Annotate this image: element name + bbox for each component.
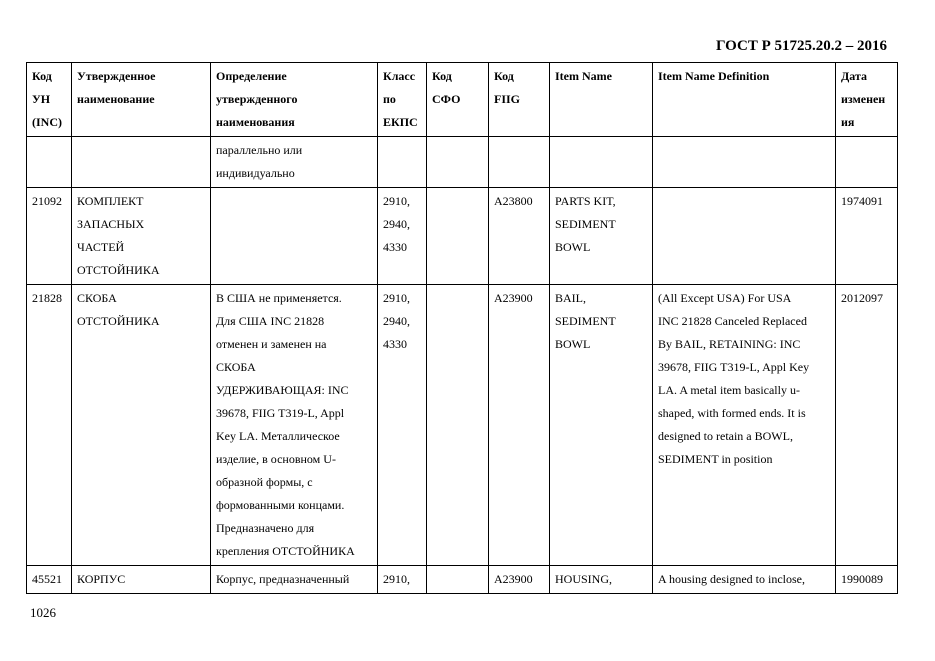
cell-fiig [489,285,550,566]
cell-text-line: СКОБА [216,360,256,374]
cell-name_ru [72,188,211,285]
cell-text-line: В США не применяется. [216,291,342,305]
column-header-fiig [489,63,550,137]
cell-name_ru [72,285,211,566]
cell-class [378,285,427,566]
cell-fiig [489,566,550,594]
column-header-name_ru [72,63,211,137]
table-body [27,137,898,594]
cell-text-line: 2940, [383,314,410,328]
cell-fiig [489,137,550,188]
column-header-line: Класс [383,69,416,83]
cell-name_en [550,566,653,594]
cell-def_ru [211,188,378,285]
cell-text-line: формованными концами. [216,498,345,512]
column-header-line: Item Name [555,69,612,83]
column-header-line: утвержденного [216,92,298,106]
cell-def_en [653,566,836,594]
cell-text-line: 2910, [383,291,410,305]
column-header-date [836,63,898,137]
table-header-row [27,63,898,137]
column-header-class [378,63,427,137]
column-header-name_en [550,63,653,137]
cell-text-line: designed to retain a BOWL, [658,429,793,443]
nomenclature-table [26,62,898,594]
cell-text-line: 4330 [383,240,407,254]
cell-text-line: (All Except USA) For USA [658,291,792,305]
cell-text-line: 21092 [32,194,62,208]
cell-text-line: A23900 [494,291,533,305]
column-header-line: наименования [216,115,295,129]
cell-text-line: shaped, with formed ends. It is [658,406,806,420]
page-number: 1026 [30,605,56,620]
cell-text-line: УДЕРЖИВАЮЩАЯ: INC [216,383,349,397]
cell-text-line: BOWL [555,337,591,351]
cell-text-line: Для США INC 21828 [216,314,325,328]
column-header-line: Код [32,69,52,83]
column-header-line: ЕКПС [383,115,418,129]
column-header-line: FIIG [494,92,521,106]
cell-text-line: 2910, [383,194,410,208]
column-header-def_en [653,63,836,137]
column-header-line: Item Name Definition [658,69,770,83]
cell-def_ru [211,285,378,566]
cell-fiig [489,188,550,285]
cell-text-line: Предназначено для [216,521,315,535]
cell-text-line: 39678, FIIG T319-L, Appl Key [658,360,810,374]
cell-class [378,188,427,285]
cell-inc [27,566,72,594]
column-header-line: Дата [841,69,867,83]
cell-inc [27,188,72,285]
cell-text-line: 2940, [383,217,410,231]
column-header-inc [27,63,72,137]
cell-date [836,285,898,566]
column-header-def_ru [211,63,378,137]
cell-text-line: ЗАПАСНЫХ [77,217,145,231]
cell-text-line: Key LA. Металлическое [216,429,340,443]
cell-name_en [550,188,653,285]
cell-text-line: SEDIMENT [555,217,616,231]
column-header-line: по [383,92,396,106]
cell-text-line: 2012097 [841,291,883,305]
cell-sfo [427,137,489,188]
cell-name_ru [72,566,211,594]
table-row [27,188,898,285]
cell-class [378,137,427,188]
cell-text-line: 1990089 [841,572,883,586]
cell-inc [27,137,72,188]
cell-date [836,188,898,285]
column-header-line: Утвержденное [77,69,156,83]
column-header-line: Определение [216,69,287,83]
cell-text-line: КОМПЛЕКТ [77,194,144,208]
cell-text-line: 1974091 [841,194,883,208]
column-header-line: Код [432,69,452,83]
cell-name_en [550,137,653,188]
cell-text-line: Корпус, предназначенный [216,572,350,586]
cell-text-line: By BAIL, RETAINING: INC [658,337,801,351]
cell-text-line: A23800 [494,194,533,208]
table-row [27,566,898,594]
cell-text-line: INC 21828 Canceled Replaced [658,314,807,328]
cell-class [378,566,427,594]
cell-text-line: LA. A metal item basically u- [658,383,800,397]
cell-name_en [550,285,653,566]
cell-text-line: ОТСТОЙНИКА [77,314,160,328]
column-header-line: Код [494,69,514,83]
table-row [27,285,898,566]
cell-text-line: индивидуально [216,166,295,180]
column-header-line: (INC) [32,115,62,129]
document-standard-code: ГОСТ Р 51725.20.2 – 2016 [715,38,887,54]
cell-sfo [427,566,489,594]
column-header-line: ия [841,115,855,129]
cell-text-line: A23900 [494,572,533,586]
cell-date [836,137,898,188]
cell-text-line: крепления ОТСТОЙНИКА [216,544,355,558]
cell-def_en [653,285,836,566]
cell-text-line: образной формы, с [216,475,313,489]
cell-date [836,566,898,594]
column-header-sfo [427,63,489,137]
column-header-line: изменен [841,92,886,106]
cell-text-line: A housing designed to inclose, [658,572,805,586]
table-row [27,137,898,188]
cell-text-line: 39678, FIIG T319-L, Appl [216,406,345,420]
cell-def_en [653,188,836,285]
cell-text-line: BOWL [555,240,591,254]
cell-def_ru [211,137,378,188]
cell-sfo [427,188,489,285]
column-header-line: УН [32,92,51,106]
cell-text-line: ОТСТОЙНИКА [77,263,160,277]
cell-text-line: СКОБА [77,291,117,305]
cell-text-line: отменен и заменен на [216,337,327,351]
cell-text-line: SEDIMENT in position [658,452,773,466]
cell-sfo [427,285,489,566]
cell-text-line: BAIL, [555,291,586,305]
cell-inc [27,285,72,566]
cell-text-line: HOUSING, [555,572,612,586]
cell-def_en [653,137,836,188]
cell-text-line: изделие, в основном U- [216,452,336,466]
column-header-line: наименование [77,92,155,106]
cell-text-line: PARTS KIT, [555,194,616,208]
cell-text-line: SEDIMENT [555,314,616,328]
cell-text-line: 2910, [383,572,410,586]
cell-text-line: параллельно или [216,143,303,157]
column-header-line: СФО [432,92,461,106]
cell-def_ru [211,566,378,594]
cell-text-line: КОРПУС [77,572,126,586]
cell-text-line: 45521 [32,572,62,586]
cell-text-line: 21828 [32,291,62,305]
cell-text-line: 4330 [383,337,407,351]
cell-name_ru [72,137,211,188]
cell-text-line: ЧАСТЕЙ [77,240,125,254]
